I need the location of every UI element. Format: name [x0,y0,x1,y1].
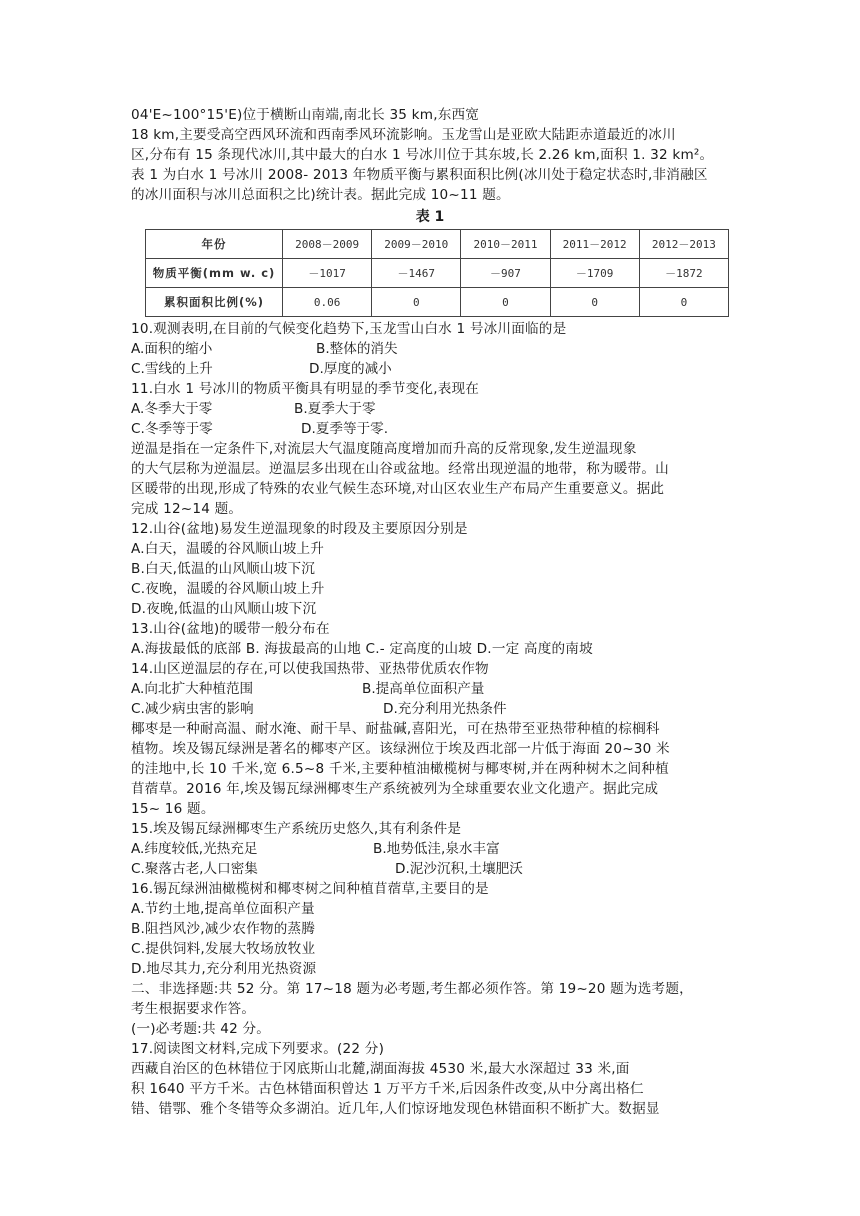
passage-line: 的大气层称为逆温层。逆温层多出现在山谷或盆地。经常出现逆温的地带，称为暖带。山 [131,461,669,477]
option-c: C.聚落古老,人口密集 [131,861,258,877]
section-heading: 二、非选择题:共 52 分。第 17~18 题为必考题,考生都必须作答。第 19~20 题为选考题， [131,981,693,997]
question-stem: 10.观测表明,在目前的气候变化趋势下,玉龙雪山白水 1 号冰川面临的是 [131,321,567,337]
passage-line: 的洼地中,长 10 千米,宽 6.5~8 千米,主要种植油橄榄树与椰枣树,并在两种树木之间种植 [131,761,669,777]
option-a: A.冬季大于零 [131,401,213,417]
option-b: B.提高单位面积产量 [362,681,485,697]
passage-line: 区暖带的出现,形成了特殊的农业气候生态环境,对山区农业生产布局产生重要意义。据此 [131,481,665,497]
section-subheading: (一)必考题:共 42 分。 [131,1021,271,1037]
option-a: A.白天，温暖的谷风顺山坡上升 [131,541,325,557]
table-cell: －907 [461,259,550,288]
option-b: B.白天,低温的山风顺山坡下沉 [131,561,316,577]
options-line: A.海拔最低的底部 B. 海拔最高的山地 C.- 定高度的山坡 D.一定 高度的南坡 [131,641,593,657]
table-row [146,288,729,317]
table-cell: 0 [372,288,461,317]
option-d: D.地尽其力,充分利用光热资源 [131,961,317,977]
table-row [146,259,729,288]
table-cell: 0 [550,288,639,317]
intro-line: 18 km,主要受高空西风环流和西南季风环流影响。玉龙雪山是亚欧大陆距赤道最近的冰川 [131,127,676,143]
option-c: C.减少病虫害的影响 [131,701,254,717]
table-cell: 0 [639,288,728,317]
option-a: A.节约土地,提高单位面积产量 [131,901,315,917]
option-a: A.面积的缩小 [131,341,213,357]
table-cell: －1017 [283,259,372,288]
passage-line: 完成 12~14 题。 [131,501,243,517]
option-b: B.阻挡风沙,减少农作物的蒸腾 [131,921,316,937]
table-cell: －1872 [639,259,728,288]
table-row-label: 累积面积比例(%) [146,288,283,317]
option-c: C.冬季等于零 [131,421,213,437]
option-c: C.夜晚，温暖的谷风顺山坡上升 [131,581,325,597]
intro-line: 04'E~100°15'E)位于横断山南端,南北长 35 km,东西宽 [131,107,480,123]
table-title: 表 1 [415,209,445,225]
table-header-cell: 年份 [146,230,283,259]
passage-line: 椰枣是一种耐高温、耐水淹、耐干旱、耐盐碱,喜阳光，可在热带至亚热带种植的棕榈科 [131,721,660,737]
question-stem: 17.阅读图文材料,完成下列要求。(22 分) [131,1041,385,1057]
option-a: A.纬度较低,光热充足 [131,841,258,857]
question-stem: 15.埃及锡瓦绿洲椰枣生产系统历史悠久,其有利条件是 [131,821,462,837]
option-d: D.泥沙沉积,土壤肥沃 [395,861,523,877]
table-cell: 0.06 [283,288,372,317]
option-c: C.提供饲料,发展大牧场放牧业 [131,941,316,957]
passage-line: 植物。埃及锡瓦绿洲是著名的椰枣产区。该绿洲位于埃及西北部一片低于海面 20~30 米 [131,741,670,757]
intro-line: 的冰川面积与冰川总面积之比)统计表。据此完成 10~11 题。 [131,187,510,203]
question-stem: 14.山区逆温层的存在,可以使我国热带、亚热带优质农作物 [131,661,489,677]
option-c: C.雪线的上升 [131,361,213,377]
glacier-table [145,229,729,317]
question-stem: 11.白水 1 号冰川的物质平衡具有明显的季节变化,表现在 [131,381,480,397]
table-header-cell: 2008－2009 [283,230,372,259]
option-b: B.夏季大于零 [294,401,376,417]
table-cell: －1467 [372,259,461,288]
table-row-label: 物质平衡(mm w. c) [146,259,283,288]
intro-line: 表 1 为白水 1 号冰川 2008- 2013 年物质平衡与累积面积比例(冰川处于稳定状态时,非消融区 [131,167,708,183]
table-header-row [146,230,729,259]
passage-line: 积 1640 平方千米。古色林错面积曾达 1 万平方千米,后因条件改变,从中分离出格仁 [131,1081,644,1097]
table-cell: 0 [461,288,550,317]
table-cell: －1709 [550,259,639,288]
table-header-cell: 2012－2013 [639,230,728,259]
table-header-cell: 2009－2010 [372,230,461,259]
option-d: D.厚度的减小 [309,361,392,377]
option-b: B.地势低洼,泉水丰富 [373,841,500,857]
passage-line: 苜蓿草。2016 年,埃及锡瓦绿洲椰枣生产系统被列为全球重要农业文化遗产。据此完成 [131,781,659,797]
option-d: D.充分利用光热条件 [383,701,507,717]
question-stem: 13.山谷(盆地)的暖带一般分布在 [131,621,330,637]
intro-line: 区,分布有 15 条现代冰川,其中最大的白水 1 号冰川位于其东坡,长 2.26 km,面积 1. 32 km²。 [131,147,714,163]
option-b: B.整体的消失 [316,341,398,357]
option-d: D.夏季等于零. [301,421,389,437]
table-header-cell: 2010－2011 [461,230,550,259]
passage-line: 逆温是指在一定条件下,对流层大气温度随高度增加而升高的反常现象,发生逆温现象 [131,441,637,457]
section-heading: 考生根据要求作答。 [131,1001,256,1017]
passage-line: 西藏自治区的色林错位于冈底斯山北麓,湖面海拔 4530 米,最大水深超过 33 米,面 [131,1061,630,1077]
question-stem: 16.锡瓦绿洲油橄榄树和椰枣树之间种植苜蓿草,主要目的是 [131,881,489,897]
table-header-cell: 2011－2012 [550,230,639,259]
question-stem: 12.山谷(盆地)易发生逆温现象的时段及主要原因分别是 [131,521,468,537]
option-d: D.夜晚,低温的山风顺山坡下沉 [131,601,317,617]
passage-line: 15~ 16 题。 [131,801,215,817]
option-a: A.向北扩大种植范围 [131,681,254,697]
passage-line: 错、错鄂、雅个冬错等众多湖泊。近几年,人们惊讶地发现色林错面积不断扩大。数据显 [131,1101,660,1117]
